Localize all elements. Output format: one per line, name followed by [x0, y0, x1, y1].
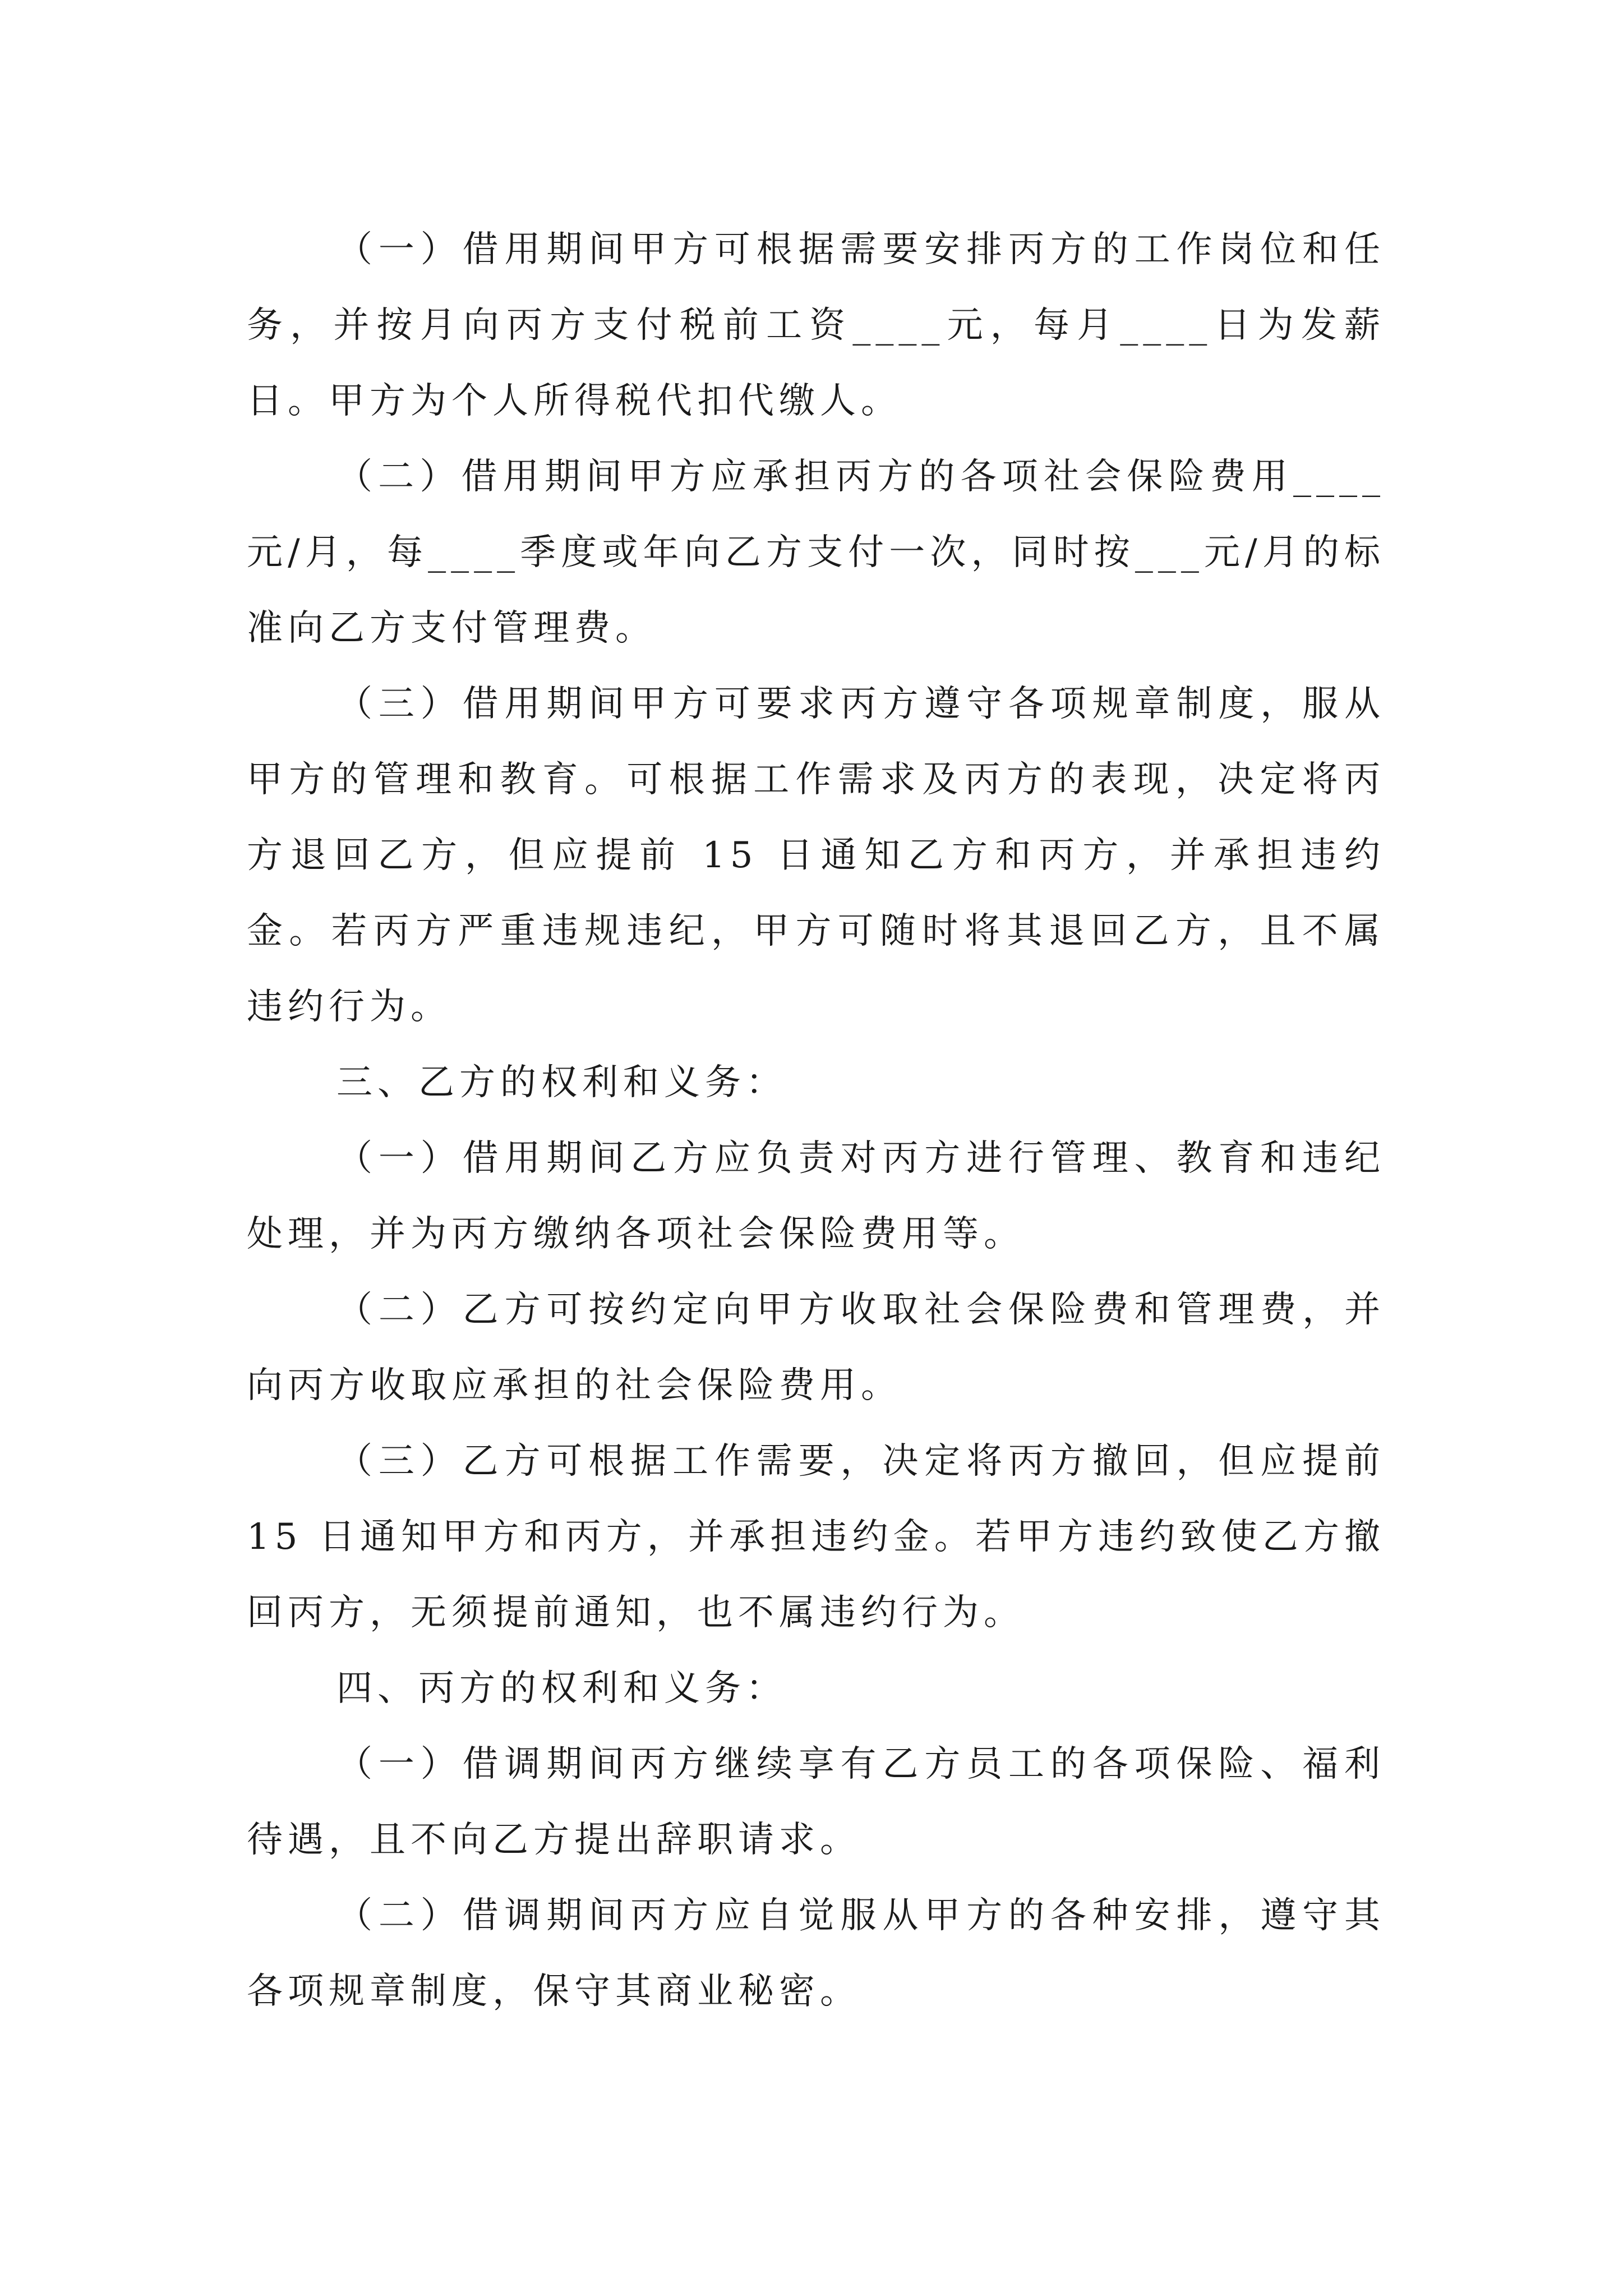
paragraph-party-c-2: （二）借调期间丙方应自觉服从甲方的各种安排，遵守其各项规章制度，保守其商业秘密。: [247, 1895, 1385, 2012]
paragraph-party-b-1: （一）借用期间乙方应负责对丙方进行管理、教育和违纪处理，并为丙方缴纳各项社会保险费用等。: [247, 1138, 1385, 1255]
section-heading-party-c: 四、丙方的权利和义务：: [336, 1668, 787, 1709]
paragraph-party-c-1: （一）借调期间丙方继续享有乙方员工的各项保险、福利待遇，且不向乙方提出辞职请求。: [247, 1743, 1385, 1861]
document-body: [247, 212, 1385, 2030]
paragraph-party-a-1: （一）借用期间甲方可根据需要安排丙方的工作岗位和任务，并按月向丙方支付税前工资____元，每月____日为发薪日。甲方为个人所得税代扣代缴人。: [247, 229, 1385, 422]
paragraph-party-b-3: （三）乙方可根据工作需要，决定将丙方撤回，但应提前 15 日通知甲方和丙方，并承担违约金。若甲方违约致使乙方撤回丙方，无须提前通知，也不属违约行为。: [247, 1441, 1385, 1634]
paragraph-party-b-2: （二）乙方可按约定向甲方收取社会保险费和管理费，并向丙方收取应承担的社会保险费用。: [247, 1289, 1385, 1406]
section-heading-party-b: 三、乙方的权利和义务：: [336, 1062, 787, 1103]
paragraph-party-a-2: （二）借用期间甲方应承担丙方的各项社会保险费用____元/月，每____季度或年向乙方支付一次，同时按___元/月的标准向乙方支付管理费。: [247, 456, 1385, 649]
paragraph-party-a-3: （三）借用期间甲方可要求丙方遵守各项规章制度，服从甲方的管理和教育。可根据工作需求及丙方的表现，决定将丙方退回乙方，但应提前 15 日通知乙方和丙方，并承担违约金。若丙方严重违规违纪，甲方可随时将其退回乙方，且不属违约行为。: [247, 683, 1385, 1028]
